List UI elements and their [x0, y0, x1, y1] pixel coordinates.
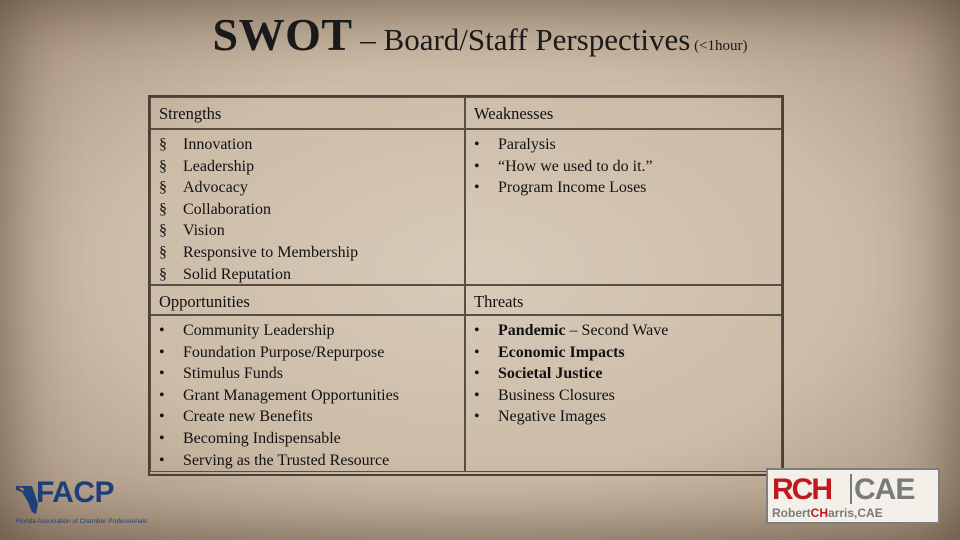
rch-cae-logo [766, 468, 940, 524]
strengths-list [150, 129, 465, 285]
list-item: • Economic Impacts [474, 343, 625, 361]
threats-header: Threats [465, 285, 782, 315]
logo-divider [850, 474, 852, 504]
list-item: • Program Income Loses [474, 179, 647, 197]
list-item: • Negative Images [474, 408, 606, 426]
facp-logo-text: FACP [36, 476, 115, 509]
list-item: • Paralysis [474, 136, 556, 153]
rch-logo-text: RCH [772, 473, 831, 506]
list-item: § Innovation [159, 136, 253, 153]
list-item: • Becoming Indispensable [159, 429, 341, 447]
robert-c-harris-text: RobertCHarris,CAE [772, 506, 883, 520]
strengths-header: Strengths [150, 97, 465, 129]
list-item: • “How we used to do it.” [474, 157, 653, 175]
facp-logo-subtext: Florida Association of Chamber Professionals [16, 518, 148, 525]
title-duration: (<1hour) [690, 38, 748, 54]
list-item: • Foundation Purpose/Repurpose [159, 343, 385, 361]
weaknesses-list [465, 129, 782, 285]
threats-list [465, 315, 782, 472]
list-item: • Create new Benefits [159, 408, 313, 426]
list-item: § Vision [159, 222, 225, 240]
facp-logo [14, 476, 154, 530]
list-item: • Pandemic – Second Wave [474, 322, 669, 339]
list-item: • Serving as the Trusted Resource [159, 451, 390, 469]
list-item: § Solid Reputation [159, 265, 291, 283]
list-item: § Advocacy [159, 179, 248, 197]
list-item: § Collaboration [159, 200, 271, 218]
list-item: • Business Closures [474, 386, 615, 404]
list-item: • Societal Justice [474, 365, 603, 383]
title-dash: – [352, 22, 384, 57]
title-swot: SWOT [212, 9, 353, 60]
opportunities-header: Opportunities [150, 285, 465, 315]
list-item: • Grant Management Opportunities [159, 386, 399, 404]
opportunities-list [150, 315, 465, 472]
list-item: • Community Leadership [159, 322, 335, 339]
cae-logo-text: CAE [854, 473, 915, 506]
weaknesses-header: Weaknesses [465, 97, 782, 129]
list-item: § Leadership [159, 157, 255, 175]
swot-table [148, 95, 784, 476]
list-item: § Responsive to Membership [159, 243, 359, 261]
list-item: • Stimulus Funds [159, 365, 284, 383]
slide-title [0, 8, 960, 61]
title-subtitle: Board/Staff Perspectives [383, 22, 691, 57]
